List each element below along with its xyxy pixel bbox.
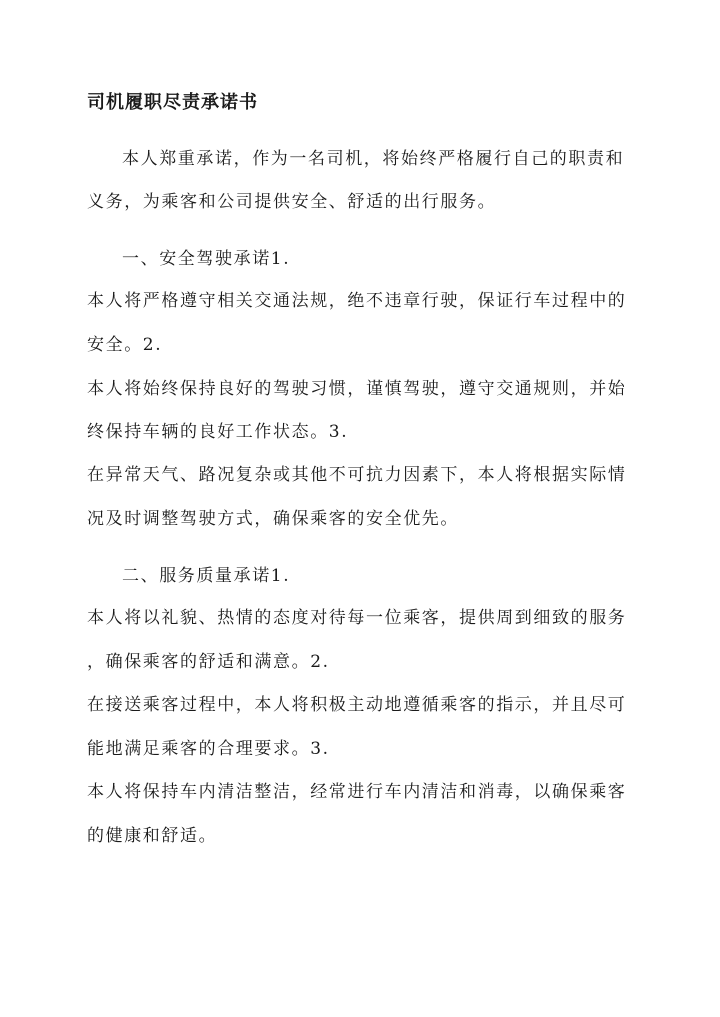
paragraph-line: 本人郑重承诺，作为一名司机，将始终严格履行自己的职责和 (122, 149, 625, 169)
paragraph-line: 本人将以礼貌、热情的态度对待每一位乘客，提供周到细致的服务 (87, 608, 627, 628)
paragraph-line: 况及时调整驾驶方式，确保乘客的安全优先。 (87, 509, 459, 529)
paragraph-line: 在异常天气、路况复杂或其他不可抗力因素下，本人将根据实际情 (87, 465, 627, 485)
paragraph-line: ，确保乘客的舒适和满意。2. (87, 652, 330, 672)
section-heading: 一、安全驾驶承诺1. (122, 249, 291, 269)
section-heading: 二、服务质量承诺1. (122, 566, 291, 586)
paragraph-line: 义务，为乘客和公司提供安全、舒适的出行服务。 (87, 192, 497, 212)
paragraph-line: 终保持车辆的良好工作状态。3. (87, 422, 349, 442)
paragraph-line: 的健康和舒适。 (87, 826, 218, 846)
paragraph-line: 在接送乘客过程中，本人将积极主动地遵循乘客的指示，并且尽可 (87, 695, 627, 715)
paragraph-line: 本人将保持车内清洁整洁，经常进行车内清洁和消毒，以确保乘客 (87, 782, 627, 802)
paragraph-line: 本人将严格遵守相关交通法规，绝不违章行驶，保证行车过程中的 (87, 291, 627, 311)
paragraph-line: 安全。2. (87, 335, 163, 355)
paragraph-line: 能地满足乘客的合理要求。3. (87, 739, 330, 759)
paragraph-line: 本人将始终保持良好的驾驶习惯，谨慎驾驶，遵守交通规则，并始 (87, 379, 627, 399)
document-title: 司机履职尽责承诺书 (87, 92, 258, 113)
